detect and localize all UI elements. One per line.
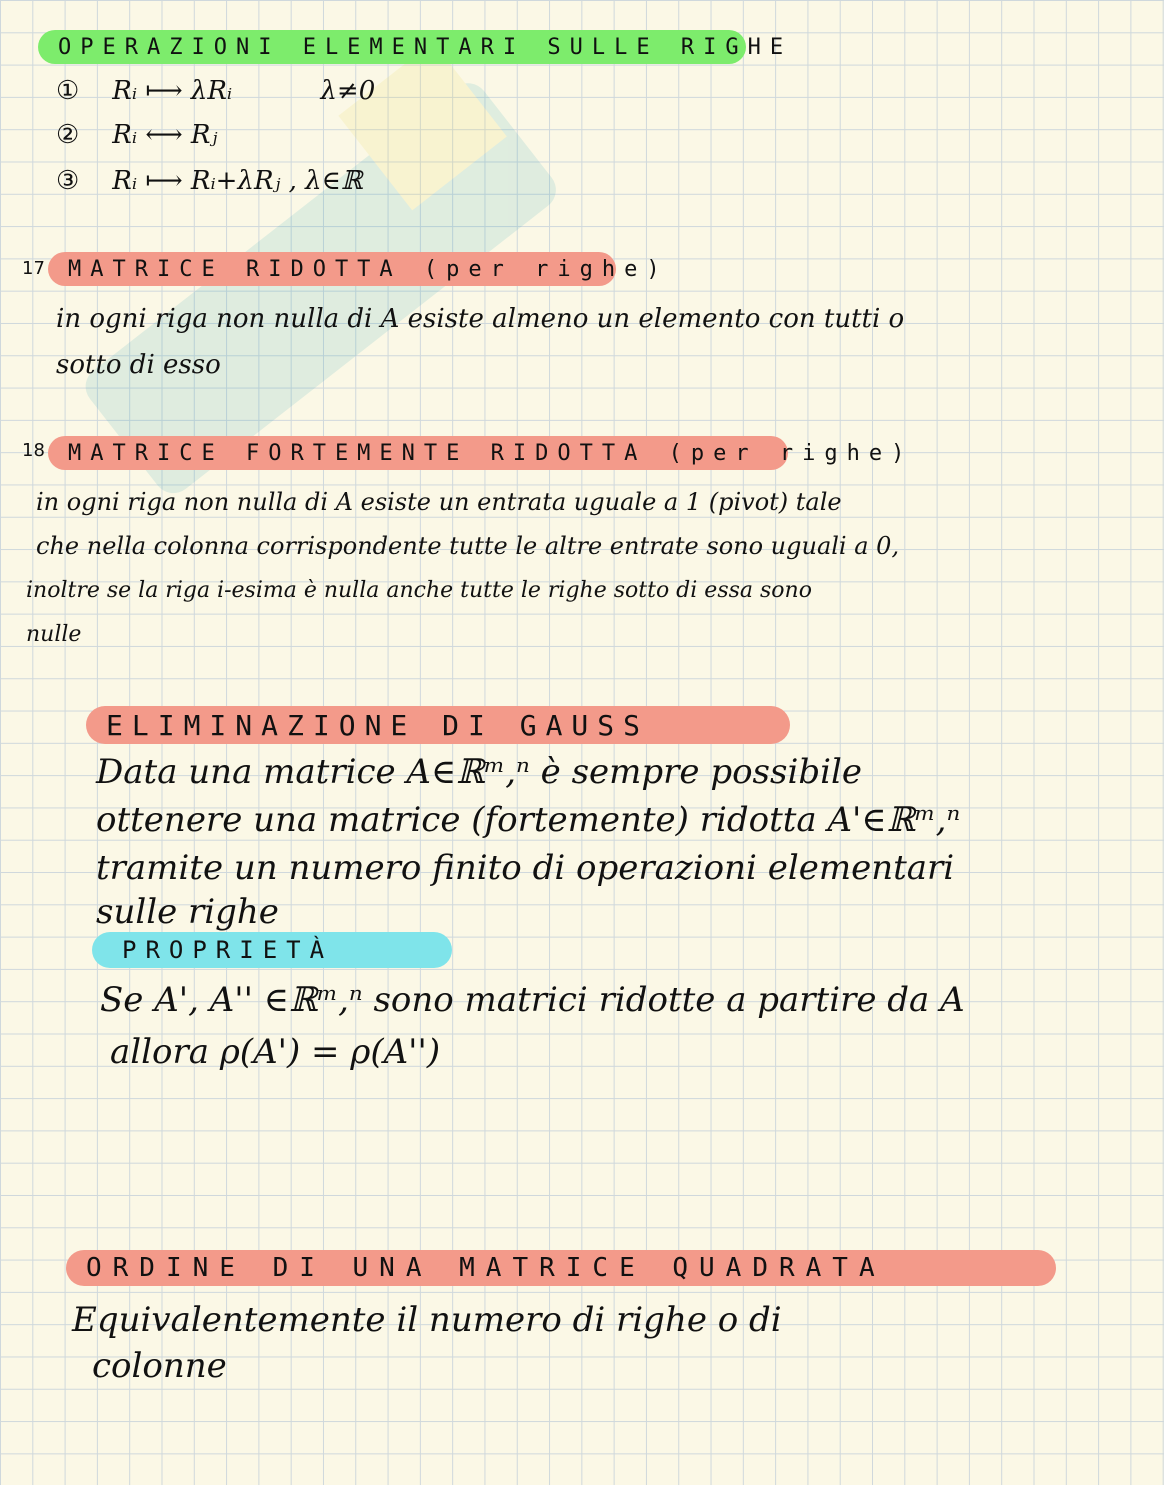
operation-text: Rᵢ ⟼ Rᵢ+λRⱼ , λ∈ℝ [112, 166, 363, 196]
text-line: tramite un numero finito di operazioni elementari [96, 848, 955, 888]
text-line: Equivalentemente il numero di righe o di [72, 1300, 782, 1340]
heading-text: OPERAZIONI ELEMENTARI SULLE RIGHE [58, 34, 793, 60]
heading-text: MATRICE FORTEMENTE RIDOTTA (per righe) [68, 440, 914, 466]
text-line: sotto di esso [56, 350, 221, 380]
heading-eliminazione-gauss [86, 706, 790, 744]
text-line: nulle [26, 622, 82, 647]
heading-text: MATRICE RIDOTTA (per righe) [68, 256, 669, 282]
operation-text: Rᵢ ⟷ Rⱼ [112, 120, 218, 150]
section-number: 18 [22, 440, 45, 461]
heading-ordine-matrice-quadrata [66, 1250, 1056, 1286]
heading-matrice-fortemente-ridotta [48, 436, 914, 470]
text-line: in ogni riga non nulla di A esiste un entrata uguale a 1 (pivot) tale [36, 488, 842, 516]
text-line: colonne [92, 1346, 227, 1386]
heading-text: ELIMINAZIONE DI GAUSS [106, 708, 650, 742]
text-line: in ogni riga non nulla di A esiste almeno un elemento con tutti o [56, 304, 905, 334]
text-line: che nella colonna corrispondente tutte le altre entrate sono uguali a 0, [36, 532, 900, 560]
section-number: 17 [22, 258, 45, 279]
heading-proprieta [92, 932, 452, 968]
text-line: Data una matrice A∈ℝᵐ,ⁿ è sempre possibile [96, 752, 862, 792]
text-line: ottenere una matrice (fortemente) ridotta A'∈ℝᵐ,ⁿ [96, 800, 961, 840]
heading-matrice-ridotta [48, 252, 669, 286]
operation-row-3 [56, 166, 363, 196]
heading-text: PROPRIETÀ [122, 936, 334, 964]
operation-row-2 [56, 120, 217, 150]
operation-condition: λ≠0 [320, 76, 376, 106]
heading-text: ORDINE DI UNA MATRICE QUADRATA [86, 1253, 886, 1283]
operation-number: ① [56, 76, 80, 106]
operation-text: Rᵢ ⟼ λRᵢ [112, 76, 233, 106]
heading-operazioni-elementari [38, 30, 793, 64]
operation-number: ② [56, 120, 80, 150]
text-line: allora ρ(A') = ρ(A'') [110, 1032, 441, 1072]
operation-number: ③ [56, 166, 80, 196]
text-line: inoltre se la riga i-esima è nulla anche tutte le righe sotto di essa sono [26, 578, 812, 603]
operation-row-1 [56, 76, 375, 106]
text-line: Se A', A'' ∈ℝᵐ,ⁿ sono matrici ridotte a partire da A [100, 980, 965, 1020]
text-line: sulle righe [96, 892, 279, 932]
